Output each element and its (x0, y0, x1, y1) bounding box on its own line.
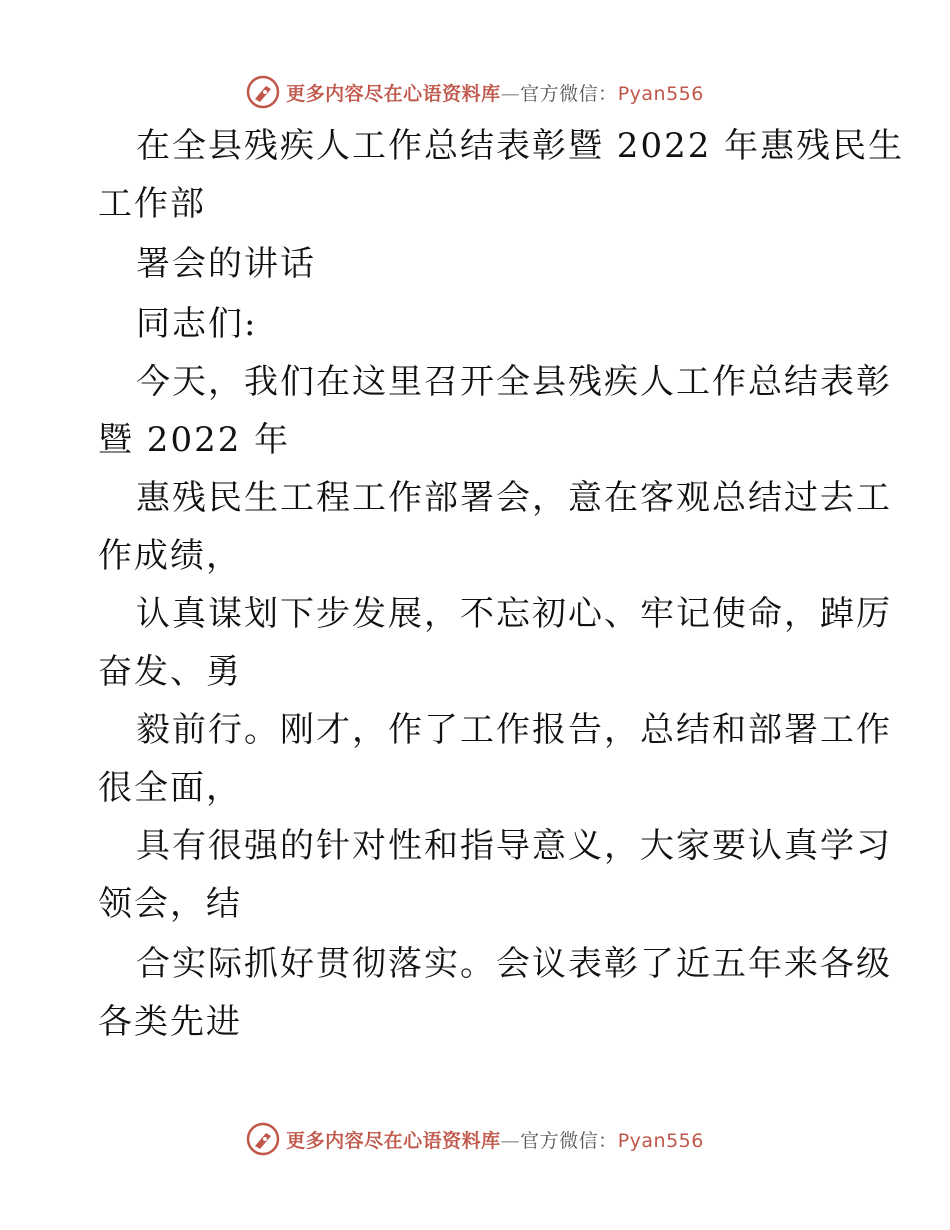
salutation: 同志们: (136, 304, 258, 344)
paragraph-line: 惠残民生工程工作部署会，意在客观总结过去工 (136, 478, 892, 518)
paragraph-line: 各类先进 (98, 1002, 242, 1042)
title-line-1: 在全县残疾人工作总结表彰暨 2022 年惠残民生 (136, 126, 905, 166)
paragraph-line: 今天，我们在这里召开全县残疾人工作总结表彰 (136, 362, 892, 402)
pen-nib-logo-icon (246, 75, 280, 109)
paragraph-line: 作成绩， (98, 536, 242, 576)
footer-banner-text (286, 1126, 704, 1153)
header-wechat-id: Pyan556 (617, 82, 704, 105)
footer-wechat-label: 官方微信： (520, 1129, 618, 1152)
title-line-3: 署会的讲话 (136, 244, 316, 284)
pen-nib-logo-icon (246, 1122, 280, 1156)
paragraph-line: 领会，结 (98, 884, 242, 924)
header-site-text: 更多内容尽在心语资料库 (286, 82, 501, 105)
paragraph-line: 奋发、勇 (98, 652, 242, 692)
header-wechat-label: 官方微信： (520, 82, 618, 105)
footer-banner (0, 1117, 950, 1161)
header-banner (0, 70, 950, 114)
header-dash: — (500, 82, 521, 105)
footer-wechat-id: Pyan556 (617, 1129, 704, 1152)
paragraph-line: 毅前行。刚才，作了工作报告，总结和部署工作 (136, 710, 892, 750)
paragraph-line: 很全面， (98, 768, 242, 808)
header-banner-text (286, 79, 704, 106)
footer-dash: — (500, 1129, 521, 1152)
paragraph-line: 合实际抓好贯彻落实。会议表彰了近五年来各级 (136, 944, 892, 984)
paragraph-line: 具有很强的针对性和指导意义，大家要认真学习 (136, 826, 892, 866)
footer-site-text: 更多内容尽在心语资料库 (286, 1129, 501, 1152)
paragraph-line: 认真谋划下步发展，不忘初心、牢记使命，踔厉 (136, 594, 892, 634)
title-line-2: 工作部 (98, 184, 206, 224)
paragraph-line: 暨 2022 年 (98, 420, 291, 460)
